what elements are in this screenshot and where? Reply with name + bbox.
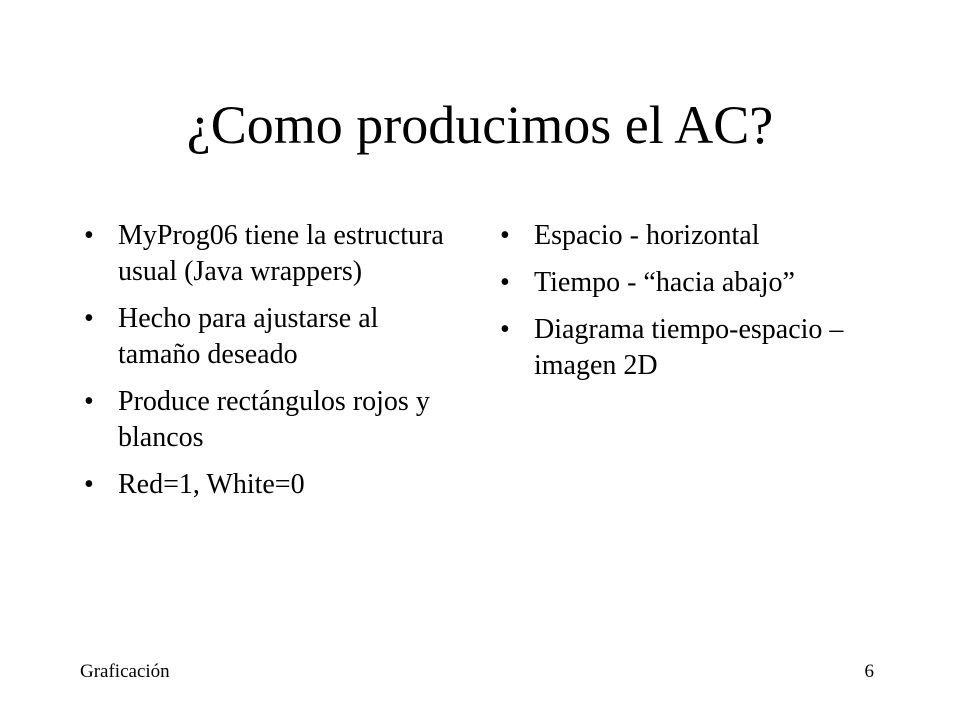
bullet-text: MyProg06 tiene la estructura usual (Java wrappers) bbox=[118, 220, 444, 287]
bullet-icon: • bbox=[84, 220, 94, 251]
bullet-text: Produce rectángulos rojos y blancos bbox=[118, 386, 430, 453]
footer-course-name: Graficación bbox=[80, 661, 170, 682]
bullet-text: Diagrama tiempo-espacio – imagen 2D bbox=[534, 314, 844, 381]
slide-title: ¿Como producimos el AC? bbox=[186, 95, 774, 155]
bullet-item bbox=[500, 218, 880, 254]
bullet-text: Espacio - horizontal bbox=[534, 220, 760, 251]
bullet-icon: • bbox=[500, 314, 510, 345]
bullet-item bbox=[84, 384, 464, 456]
left-bullet-list bbox=[84, 218, 464, 514]
bullet-icon: • bbox=[84, 303, 94, 334]
bullet-text: Tiempo - “hacia abajo” bbox=[534, 267, 795, 298]
bullet-text: Red=1, White=0 bbox=[118, 469, 305, 500]
bullet-icon: • bbox=[500, 267, 510, 298]
bullet-text: Hecho para ajustarse al tamaño deseado bbox=[118, 303, 379, 370]
bullet-icon: • bbox=[500, 220, 510, 251]
bullet-item bbox=[500, 312, 880, 384]
footer-page-number: 6 bbox=[864, 661, 874, 682]
bullet-item bbox=[84, 218, 464, 290]
bullet-item bbox=[500, 265, 880, 301]
right-bullet-list bbox=[500, 218, 880, 395]
bullet-item bbox=[84, 301, 464, 373]
bullet-item bbox=[84, 467, 464, 503]
bullet-icon: • bbox=[84, 386, 94, 417]
bullet-icon: • bbox=[84, 469, 94, 500]
